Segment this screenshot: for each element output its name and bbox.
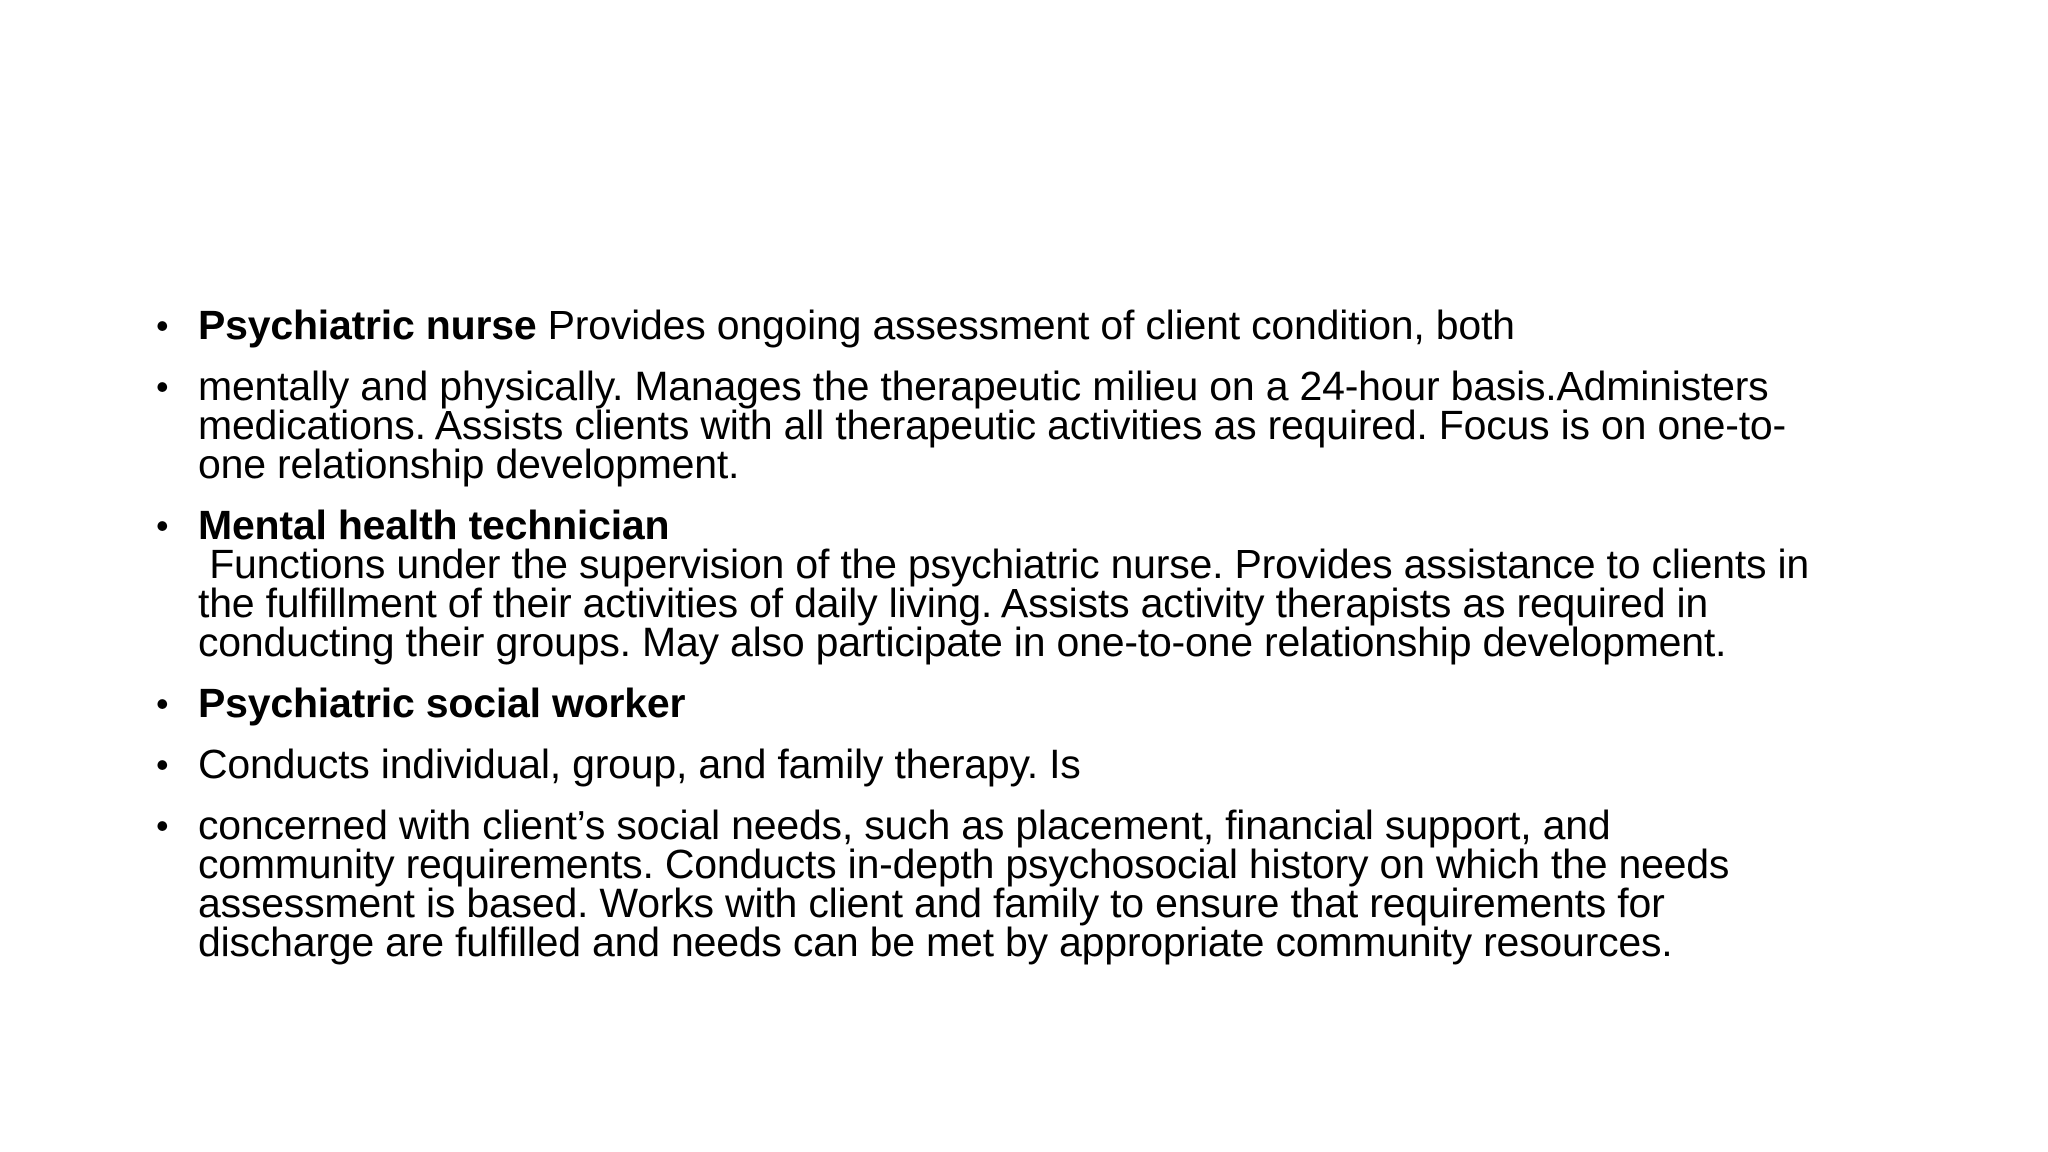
bullet-dot: •	[156, 744, 169, 785]
bullet-text: Functions under the supervision of the psychiatric nurse. Provides assistance to clients in	[198, 541, 1810, 587]
bullet-social-worker-therapy	[150, 741, 1930, 787]
role-title: Psychiatric nurse	[198, 302, 537, 348]
bullet-dot: •	[156, 305, 169, 346]
bullet-dot: •	[156, 805, 169, 846]
bullet-text: Provides ongoing assessment of client condition, both	[536, 302, 1515, 348]
bullet-text: the fulfillment of their activities of daily living. Assists activity therapists as required in	[198, 580, 1709, 626]
role-title: Mental health technician	[198, 502, 670, 548]
bullet-text: conducting their groups. May also participate in one-to-one relationship development.	[198, 619, 1727, 665]
bullet-text: concerned with client’s social needs, such as placement, financial support, and	[198, 802, 1611, 848]
bullet-psychiatric-social-worker	[150, 680, 1930, 726]
bullet-dot: •	[156, 366, 169, 407]
bullet-psychiatric-nurse	[150, 302, 1930, 348]
bullet-line	[198, 302, 1930, 348]
bullet-social-worker-duties	[150, 802, 1930, 965]
bullet-nurse-duties	[150, 363, 1930, 487]
bullet-text: discharge are fulfilled and needs can be met by appropriate community resources.	[198, 919, 1673, 965]
bullet-text: medications. Assists clients with all therapeutic activities as required. Focus is on one-to-	[198, 402, 1786, 448]
bullet-text: community requirements. Conducts in-depth psychosocial history on which the needs	[198, 841, 1730, 887]
bullet-text: one relationship development.	[198, 441, 740, 487]
bullet-list	[150, 302, 1930, 984]
role-title: Psychiatric social worker	[198, 680, 686, 726]
bullet-dot: •	[156, 505, 169, 546]
bullet-text: mentally and physically. Manages the therapeutic milieu on a 24-hour basis.Administers	[198, 363, 1769, 409]
bullet-text: Conducts individual, group, and family therapy. Is	[198, 741, 1081, 787]
bullet-mental-health-technician	[150, 502, 1930, 665]
bullet-dot: •	[156, 683, 169, 724]
bullet-text: assessment is based. Works with client and family to ensure that requirements for	[198, 880, 1665, 926]
